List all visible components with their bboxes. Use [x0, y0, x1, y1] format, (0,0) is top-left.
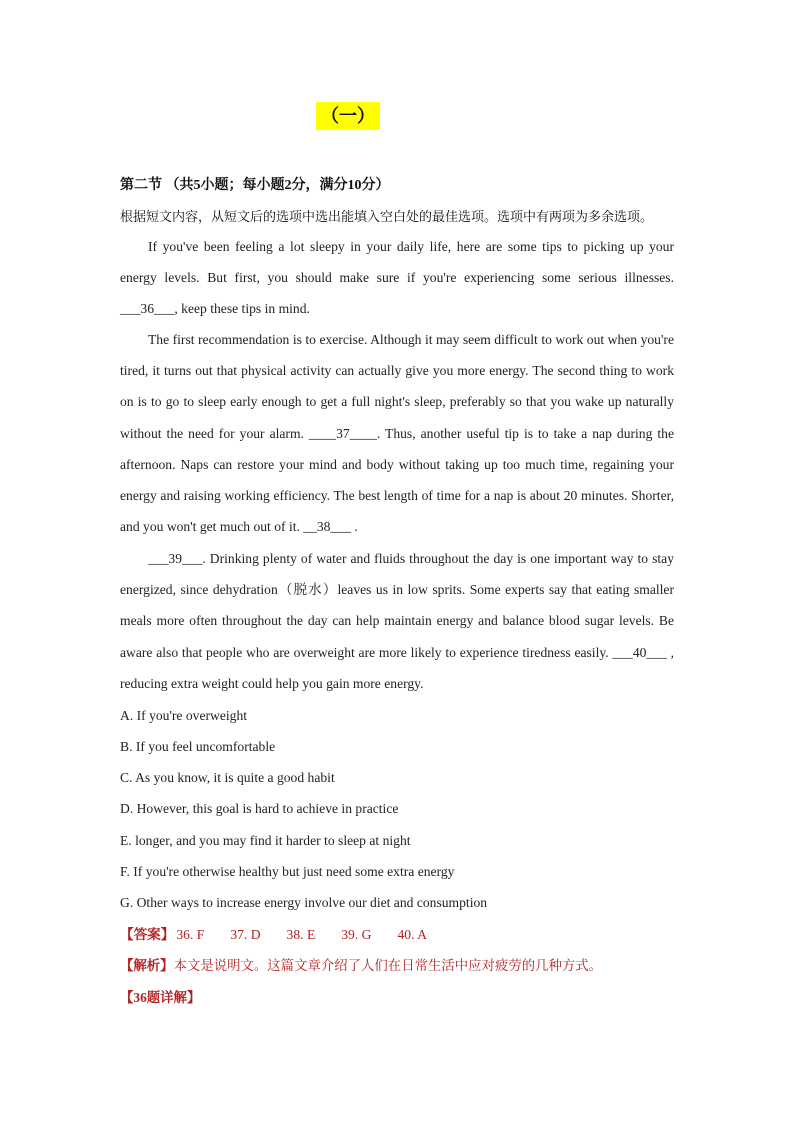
passage-paragraph-2: The first recommendation is to exercise. Although it may seem difficult to work out when you're tired, it turns out that physical activity can actually give you more energy. The second thing to work on is to go to sleep early enough to get a full night's sleep, preferably so that you wake up naturally without the need for your alarm. ____37____. Thus, another useful tip is to take a nap during the afternoon. Naps can restore your mind and body without taking up too much time, regaining your energy and raising working efficiency. The best length of time for a nap is about 20 minutes. Shorter, and you won't get much out of it. __38___ .: [120, 332, 674, 535]
option-e: E. longer, and you may find it harder to sleep at night: [120, 833, 411, 848]
passage-paragraph-1: If you've been feeling a lot sleepy in your daily life, here are some tips to picking up your energy levels. But first, you should make sure if you're experiencing some serious illnesses. ___36___, keep these tips in mind.: [120, 239, 674, 317]
option-g: G. Other ways to increase energy involve our diet and consumption: [120, 895, 488, 910]
answer-item: 37. D: [230, 927, 261, 942]
analysis-tag: 【解析】: [120, 958, 174, 973]
section-header: 第二节 （共5小题；每小题2分，满分10分）: [120, 178, 390, 193]
analysis-text: 本文是说明文。这篇文章介绍了人们在日常生活中应对疲劳的几种方式。: [173, 958, 603, 973]
passage-paragraph-3: ___39___. Drinking plenty of water and fluids throughout the day is one important way to stay energized, since dehydration（脱水）leaves us in low sprits. Some experts say that eating smaller meals more often throughout the day can help maintain energy and balance blood sugar levels. Be aware also that people who are overweight are more likely to experience tiredness easily. ___40___ , reducing extra weight could help you gain more energy.: [120, 551, 674, 691]
option-d: D. However, this goal is hard to achieve in practice: [120, 801, 399, 816]
answer-item: 36. F: [176, 927, 205, 942]
instruction-text: 根据短文内容，从短文后的选项中选出能填入空白处的最佳选项。选项中有两项为多余选项。: [120, 209, 654, 224]
analysis-line: [120, 955, 602, 974]
section-title: （一）: [316, 102, 380, 130]
answer-tag: 【答案】: [120, 927, 175, 942]
option-b: B. If you feel uncomfortable: [120, 739, 276, 754]
option-c: C. As you know, it is quite a good habit: [120, 770, 335, 785]
answer-item: 40. A: [397, 927, 427, 942]
answer-item: 39. G: [341, 927, 372, 942]
option-f: F. If you're otherwise healthy but just need some extra energy: [120, 864, 455, 879]
detail-heading: 【36题详解】: [120, 990, 201, 1005]
answer-line: [120, 923, 427, 943]
option-a: A. If you're overweight: [120, 708, 248, 723]
answer-item: 38. E: [286, 927, 316, 942]
